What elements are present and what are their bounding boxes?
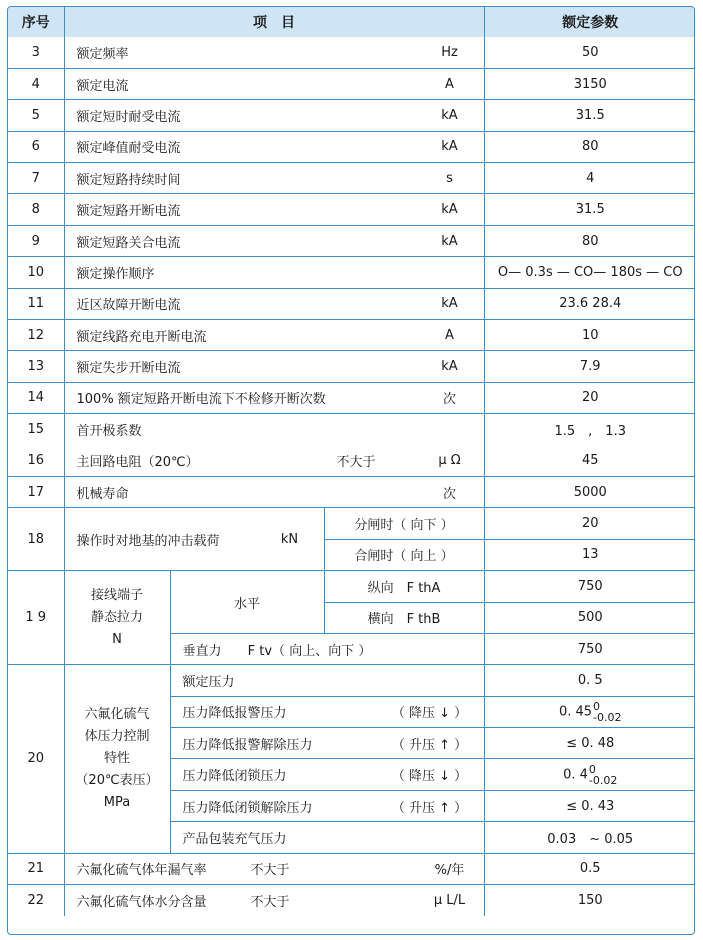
row-seq: 18 (8, 508, 64, 571)
table-row (8, 476, 695, 507)
row-seq: 8 (8, 194, 64, 225)
row-seq: 1 9 (8, 571, 64, 665)
sub-label-text: 压力降低闭锁压力 (182, 769, 287, 785)
tolerance-lower: -0.02 (588, 773, 618, 787)
item-label: 主回路电阻（20℃） (76, 455, 199, 471)
row-seq: 13 (8, 351, 64, 382)
sub-direction: （ 升压 ↑ ） (391, 737, 468, 753)
table-row (8, 163, 695, 194)
item-line: 特性 (103, 750, 130, 766)
table-row (8, 445, 695, 476)
item-line: 静态拉力 (90, 609, 143, 625)
row-value: 80 (484, 225, 695, 256)
item-unit: kA (441, 139, 458, 155)
value-main: 0. 4 (563, 767, 588, 783)
row-value: 150 (484, 885, 695, 916)
row-seq: 22 (8, 885, 64, 916)
row-value: ≤ 0. 43 (484, 790, 695, 821)
row-value: 0.5 (484, 853, 695, 884)
vertical-symbol: F tv（ 向上、向下 ） (247, 643, 372, 659)
item-unit: 次 (442, 392, 456, 408)
sub-label (170, 759, 484, 790)
table-body (8, 37, 695, 445)
table-row (8, 225, 695, 256)
item-unit: kN (280, 531, 299, 547)
table-row (8, 382, 695, 413)
sub-label (170, 728, 484, 759)
row-seq: 9 (8, 225, 64, 256)
table-row (8, 853, 695, 884)
item-unit: kA (441, 359, 458, 375)
row-value: 31.5 (484, 194, 695, 225)
header-seq: 序号 (8, 7, 64, 37)
item-label: 六氟化硫气体年漏气率 (76, 863, 207, 879)
item-qualifier: 不大于 (250, 863, 290, 879)
item-unit: kA (441, 202, 458, 218)
row-seq: 10 (8, 257, 64, 288)
sub-label-text: 压力降低闭锁解除压力 (182, 800, 313, 816)
row-seq: 21 (8, 853, 64, 884)
row-value: 80 (484, 131, 695, 162)
table-row (8, 414, 695, 445)
row-item (64, 194, 484, 225)
table-header-row (8, 7, 695, 37)
item-unit: s (446, 170, 453, 186)
tolerance-upper: 0 (588, 762, 596, 776)
tolerance-upper: 0 (593, 699, 601, 713)
sub-label: 合闸时（ 向上 ） (324, 539, 484, 570)
item-label: 机械寿命 (76, 486, 129, 502)
row-item (64, 68, 484, 99)
item-unit: μ L/L (433, 892, 466, 908)
table-body-complex (8, 445, 695, 916)
row-value (484, 696, 695, 727)
table-row (8, 665, 695, 696)
row-item (64, 885, 484, 916)
row-item (64, 508, 324, 571)
item-unit: kA (441, 233, 458, 249)
row-value: 750 (484, 633, 695, 664)
row-item (64, 445, 484, 476)
sub-label-text: 压力降低报警压力 (182, 706, 287, 722)
row-seq: 12 (8, 320, 64, 351)
table-row (8, 37, 695, 68)
item-label: 六氟化硫气体水分含量 (76, 894, 207, 910)
item-unit: A (445, 76, 454, 92)
item-label: 额定操作顺序 (76, 266, 155, 282)
sub-label (170, 633, 484, 664)
sub-label (170, 696, 484, 727)
item-label: 首开极系数 (76, 424, 142, 440)
parameter-table (8, 7, 695, 916)
tolerance-lower: -0.02 (593, 710, 622, 724)
item-line: MPa (103, 794, 131, 810)
item-label: 额定短时耐受电流 (76, 109, 181, 125)
row-value: 31.5 (484, 100, 695, 131)
row-value (484, 759, 695, 790)
row-item (64, 382, 484, 413)
row-value: 4 (484, 163, 695, 194)
item-label: 额定频率 (76, 46, 129, 62)
row-seq: 16 (8, 445, 64, 476)
table-row (8, 508, 695, 539)
horizontal-label: 水平 (170, 571, 324, 634)
item-unit: Hz (441, 44, 458, 60)
table-row (8, 288, 695, 319)
table-row (8, 131, 695, 162)
item-line: （20℃表压） (75, 772, 159, 788)
row-seq: 3 (8, 37, 64, 68)
row-seq: 15 (8, 414, 64, 445)
row-item (64, 853, 484, 884)
row-item (64, 163, 484, 194)
row-seq: 11 (8, 288, 64, 319)
row-value: 10 (484, 320, 695, 351)
table-row (8, 68, 695, 99)
row-value: 5000 (484, 476, 695, 507)
item-label: 额定峰值耐受电流 (76, 141, 181, 157)
row-seq: 5 (8, 100, 64, 131)
row-value: 750 (484, 571, 695, 602)
item-qualifier: 不大于 (250, 894, 290, 910)
row-item (64, 37, 484, 68)
row-value: 0. 5 (484, 665, 695, 696)
sub-label (170, 790, 484, 821)
row-seq: 6 (8, 131, 64, 162)
sub-label-text: 压力降低报警解除压力 (182, 737, 313, 753)
row-item (64, 665, 170, 853)
item-label: 额定短路关合电流 (76, 235, 181, 251)
item-label: 额定短路持续时间 (76, 172, 181, 188)
sub-label: 分闸时（ 向下 ） (324, 508, 484, 539)
table-row (8, 320, 695, 351)
row-value: 20 (484, 382, 695, 413)
item-unit: %/年 (434, 863, 465, 879)
header-item: 项 目 (64, 7, 484, 37)
row-value: 45 (484, 445, 695, 476)
row-value: 23.6 28.4 (484, 288, 695, 319)
item-label: 额定失步开断电流 (76, 361, 181, 377)
row-item (64, 131, 484, 162)
item-qualifier: 不大于 (336, 455, 376, 471)
row-seq: 7 (8, 163, 64, 194)
row-value: 500 (484, 602, 695, 633)
sub-label (170, 665, 484, 696)
item-unit: A (445, 327, 454, 343)
table-row (8, 885, 695, 916)
item-label: 额定电流 (76, 78, 129, 94)
row-seq: 17 (8, 476, 64, 507)
table-row (8, 194, 695, 225)
row-item (64, 100, 484, 131)
item-line: 体压力控制 (84, 728, 150, 744)
sub-label-text: 产品包装充气压力 (182, 831, 287, 847)
value-tolerance (593, 701, 621, 723)
row-item (64, 571, 170, 665)
row-value: 50 (484, 37, 695, 68)
row-item (64, 225, 484, 256)
header-value: 额定参数 (484, 7, 695, 37)
row-value: 3150 (484, 68, 695, 99)
item-label: 操作时对地基的冲击载荷 (76, 533, 220, 549)
sub-label (170, 822, 484, 853)
table-row (8, 351, 695, 382)
sub-direction: （ 升压 ↑ ） (391, 800, 468, 816)
row-item (64, 414, 484, 445)
item-label: 额定线路充电开断电流 (76, 329, 207, 345)
row-item (64, 320, 484, 351)
item-label: 额定短路开断电流 (76, 204, 181, 220)
item-label: 100% 额定短路开断电流下不检修开断次数 (76, 392, 326, 408)
parameter-table-frame (7, 6, 695, 935)
table-row (8, 100, 695, 131)
row-value: ≤ 0. 48 (484, 728, 695, 759)
row-value: 0.03 ~ 0.05 (484, 822, 695, 853)
sub-label-text: 额定压力 (182, 675, 235, 690)
row-item (64, 351, 484, 382)
vertical-label: 垂直力 (182, 643, 222, 659)
table-row (8, 571, 695, 602)
row-item (64, 476, 484, 507)
item-label: 近区故障开断电流 (76, 298, 181, 314)
row-seq: 20 (8, 665, 64, 853)
item-unit: 次 (442, 486, 456, 502)
row-seq: 4 (8, 68, 64, 99)
item-unit: kA (441, 296, 458, 312)
value-tolerance (589, 764, 617, 786)
sub-direction: （ 降压 ↓ ） (391, 706, 468, 722)
item-unit: μ Ω (438, 453, 461, 469)
row-item (64, 257, 484, 288)
row-value: 13 (484, 539, 695, 570)
sub-label: 横向 F thB (324, 602, 484, 633)
sub-direction: （ 降压 ↓ ） (391, 769, 468, 785)
row-seq: 14 (8, 382, 64, 413)
item-line: 六氟化硫气 (84, 706, 150, 722)
row-value: 1.5 , 1.3 (484, 414, 695, 445)
sub-label: 纵向 F thA (324, 571, 484, 602)
item-unit: kA (441, 107, 458, 123)
table-row (8, 257, 695, 288)
row-value: O— 0.3s — CO— 180s — CO (484, 257, 695, 288)
item-line: N (112, 631, 122, 647)
row-value: 7.9 (484, 351, 695, 382)
item-line: 接线端子 (90, 587, 143, 603)
value-main: 0. 45 (558, 704, 593, 720)
row-item (64, 288, 484, 319)
row-value: 20 (484, 508, 695, 539)
